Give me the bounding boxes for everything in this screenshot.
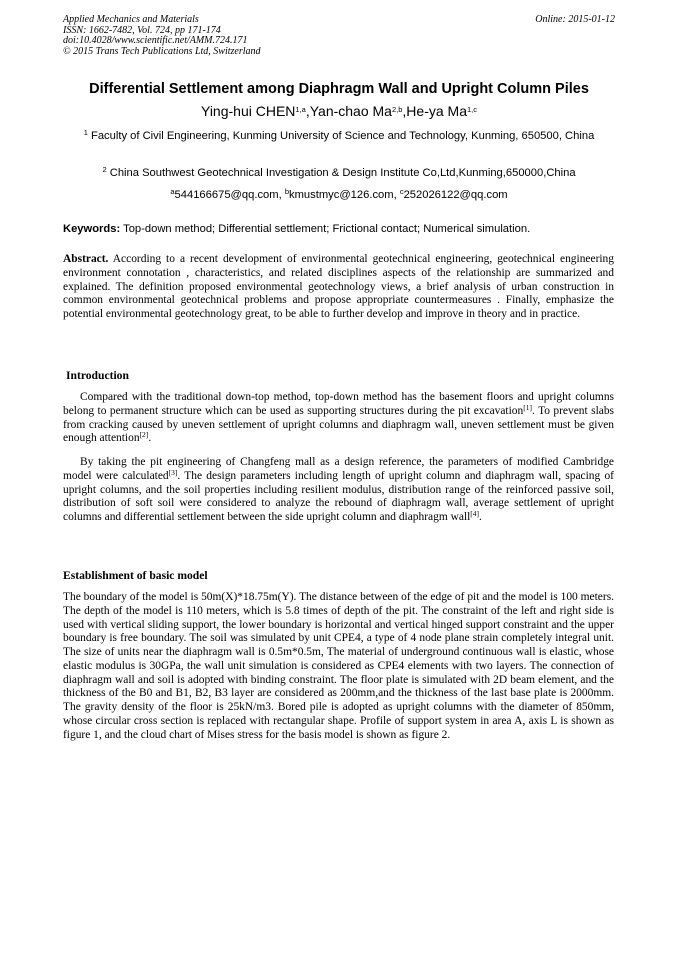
author-affiliation-mark: 2,b — [391, 105, 403, 114]
doi: doi:10.4028/www.scientific.net/AMM.724.171 — [63, 35, 248, 47]
author-affiliation-mark: 1,a — [295, 105, 306, 114]
paragraph-text: Compared with the traditional down-top method, top-down method has the basement floors and upright columns belong to permanent structure which can be used as supporting structures during the pit excavation — [63, 391, 614, 417]
introduction-heading: Introduction — [66, 369, 129, 382]
email: kmustmyc@126.com, — [288, 189, 400, 201]
basic-model-heading: Establishment of basic model — [63, 569, 208, 582]
online-date: Online: 2015-01-12 — [535, 14, 615, 25]
paper-title: Differential Settlement among Diaphragm Wall and Upright Column Piles — [89, 81, 589, 97]
email-mark: c — [399, 187, 404, 196]
paragraph-text: By taking the pit engineering of Changfeng mall as a design reference, the parameters of modified Cambridge model were calculated — [63, 456, 614, 482]
keywords — [63, 222, 623, 237]
email: 544166675@qq.com, — [174, 189, 285, 201]
author-affiliation-mark: 1,c — [466, 105, 477, 114]
introduction-paragraph-1 — [63, 391, 614, 446]
paragraph-text: . The design parameters including length of upright column and diaphragm wall, spacing of upright columns, and the soil properties including resilient modulus, distribution range of the reinforced passive soil, distribution of soft soil were considered to analyze the rebound of diaphragm wall, average settlement of upright columns and differential settlement between the side upright column and diaphragm wall — [63, 469, 614, 523]
paragraph-text: . — [148, 432, 152, 445]
email-mark: a — [170, 187, 175, 196]
issn: ISSN: 1662-7482, Vol. 724, pp 171-174 — [63, 24, 221, 36]
paragraph-text: . To prevent slabs from cracking caused by uneven settlement of upright columns and diaphragm wall, uneven settlement must be given enough attention — [63, 404, 614, 445]
affiliation-mark: 2 — [102, 165, 107, 174]
affiliation-text: Faculty of Civil Engineering, Kunming University of Science and Technology, Kunming, 650500, China — [90, 130, 595, 142]
email: 252026122@qq.com — [403, 189, 508, 201]
citation-ref: [3] — [168, 467, 178, 477]
citation-ref: [4] — [470, 509, 480, 518]
affiliation-1 — [64, 129, 614, 144]
keywords-label: Keywords: — [63, 223, 121, 235]
paragraph-text: . — [479, 511, 482, 523]
keywords-text: Top-down method; Differential settlement; Frictional contact; Numerical simulation. — [120, 223, 531, 235]
basic-model-paragraph: The boundary of the model is 50m(X)*18.75m(Y). The distance between of the edge of pit and the model is 100 meters. The depth of the model is 110 meters, which is 5.8 times of depth of the pit. The constraint of the left and right side is used with vertical sliding support, the lower boundary is horizontal and vertical hinged support constraint and the upper boundary is free boundary. The soil was simulated by unit CPE4, a type of 4 node plane strain completely integral unit. The size of units near the diaphragm wall is 0.5m*0.5m, The material of underground continuous wall is elastic, whose elastic modulus is 30GPa, the wall unit simulation is considered as CPE4 elements with two layers. The connection of diaphragm wall and soil is adopted with binding constraint. The floor plate is simulated with 2D beam element, and the thickness of the B0 and B1, B2, B3 layer are considered as 200mm,and the thickness of the last base plate is 2000mm. The gravity density of the floor is 25kN/m3. Bored pile is adopted as upright columns with the diameter of 850mm, whose circular cross section is replaced with rectangular shape. Profile of support system in area A, axis L is shown as figure 1, and the cloud chart of Mises stress for the basis model is shown as figure 2. — [63, 591, 614, 741]
author-name: ,He-ya Ma — [402, 103, 467, 119]
journal-name: Applied Mechanics and Materials — [63, 14, 199, 25]
author-emails — [64, 188, 614, 203]
abstract — [63, 253, 614, 322]
author-list — [40, 102, 638, 120]
introduction-paragraph-2 — [63, 456, 614, 525]
journal-meta — [63, 15, 615, 57]
affiliation-mark: 1 — [83, 128, 88, 137]
affiliation-text: China Southwest Geotechnical Investigation & Design Institute Co,Ltd,Kunming,650000,China — [109, 167, 576, 179]
affiliation-2 — [64, 166, 614, 181]
abstract-label: Abstract. — [63, 253, 109, 265]
author-name: ,Yan-chao Ma — [305, 103, 392, 119]
citation-ref: [2] — [139, 430, 149, 440]
copyright: © 2015 Trans Tech Publications Ltd, Switzerland — [63, 45, 261, 57]
citation-ref: [1] — [523, 402, 532, 412]
email-mark: b — [284, 187, 289, 196]
author-name: Ying-hui CHEN — [201, 103, 296, 119]
abstract-text: According to a recent development of environmental geotechnical engineering, geotechnical engineering environment connotation , characteristics, and related disciplines aspects of the relationship are summarized and explained. The definition proposed environmental geotechnology views, a brief analysis of urban construction in common environmental geotechnical problems and propose appropriate countermeasures . Finally, emphasize the potential environmental geotechnology great, to be able to further develop and improve in theory and in practice. — [63, 253, 614, 320]
